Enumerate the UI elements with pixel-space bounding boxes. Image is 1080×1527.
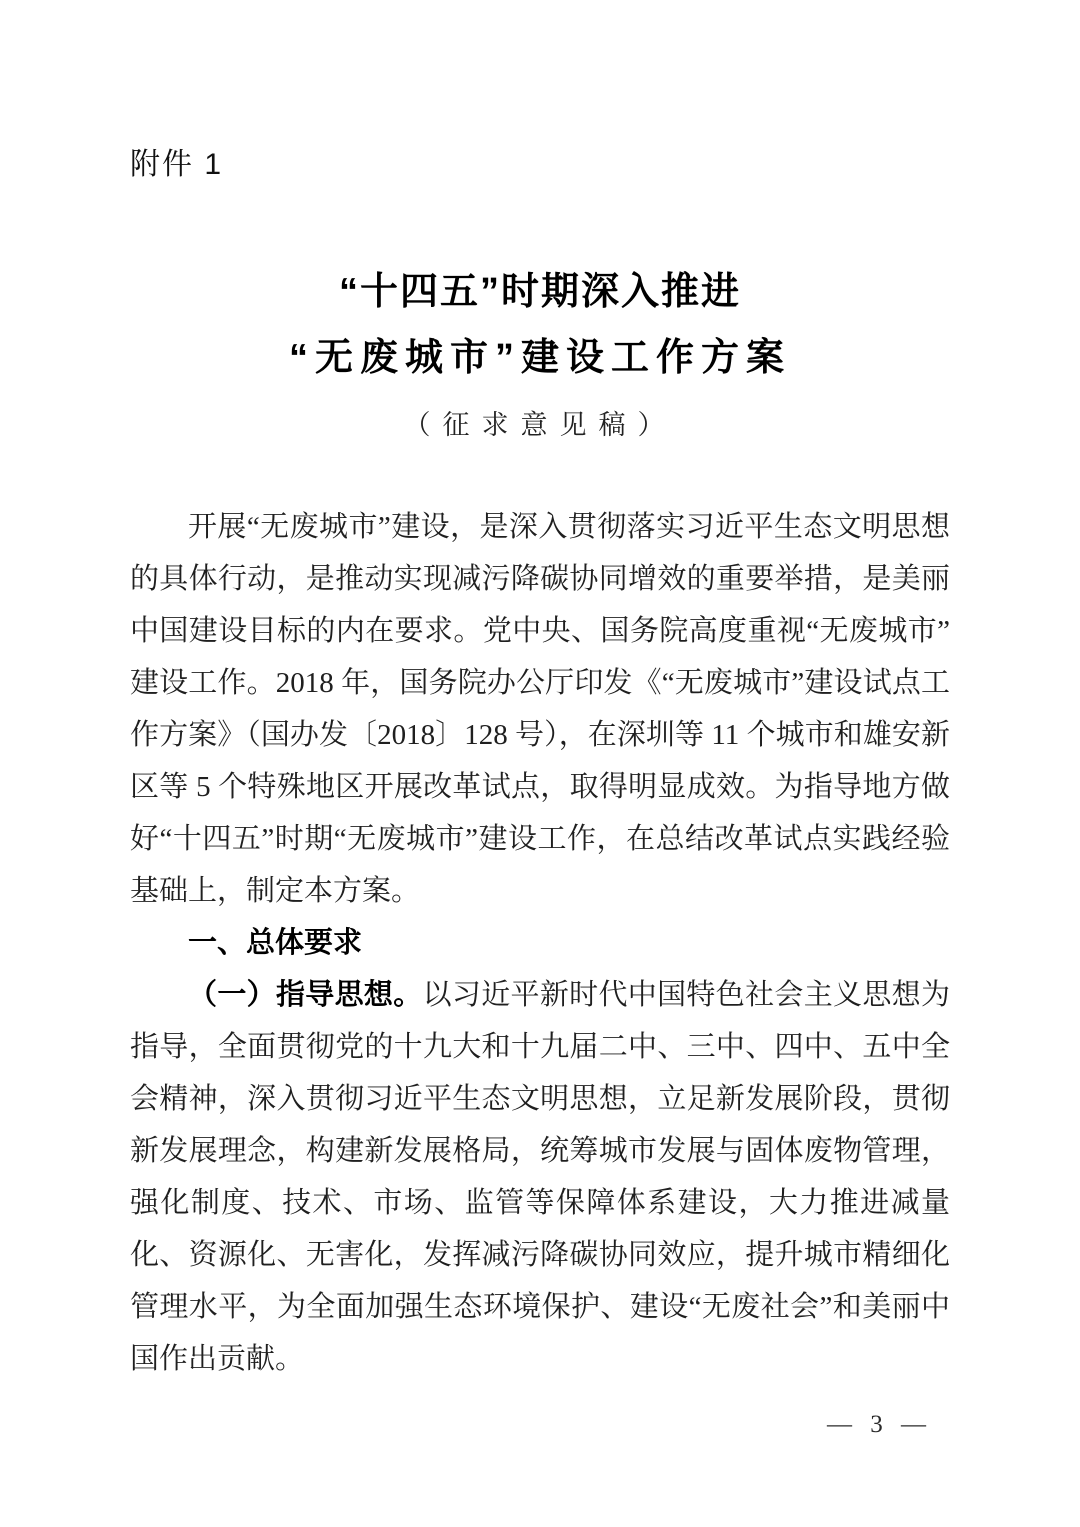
document-body bbox=[130, 501, 950, 1385]
intro-paragraph: 开展“无废城市”建设，是深入贯彻落实习近平生态文明思想的具体行动，是推动实现减污降碳协同增效的重要举措，是美丽中国建设目标的内在要求。党中央、国务院高度重视“无废城市”建设工作。2018 年，国务院办公厅印发《“无废城市”建设试点工作方案》（国办发〔2018〕128 号），在深圳等 11 个城市和雄安新区等 5 个特殊地区开展改革试点，取得明显成效。为指导地方做好“十四五”时期“无废城市”建设工作，在总结改革试点实践经验基础上，制定本方案。 bbox=[130, 511, 950, 907]
guiding-ideology-paragraph bbox=[130, 969, 950, 1385]
guiding-ideology-lead: （一）指导思想。 bbox=[188, 979, 423, 1011]
attachment-label: 附件 1 bbox=[130, 148, 224, 181]
document-title bbox=[130, 259, 950, 391]
page-number: — 3 — bbox=[827, 1411, 932, 1438]
guiding-ideology-text: 以习近平新时代中国特色社会主义思想为指导，全面贯彻党的十九大和十九届二中、三中、四中、五中全会精神，深入贯彻习近平生态文明思想，立足新发展阶段，贯彻新发展理念，构建新发展格局，统筹城市发展与固体废物管理，强化制度、技术、市场、监管等保障体系建设，大力推进减量化、资源化、无害化，发挥减污降碳协同效应，提升城市精细化管理水平，为全面加强生态环境保护、建设“无废社会”和美丽中国作出贡献。 bbox=[130, 979, 950, 1375]
document-subtitle: （征求意见稿） bbox=[403, 410, 677, 440]
document-title-line1: “十四五”时期深入推进 bbox=[338, 271, 741, 313]
section-heading-overall-requirements: 一、总体要求 bbox=[188, 927, 363, 959]
document-title-line2: “无废城市”建设工作方案 bbox=[288, 337, 791, 379]
